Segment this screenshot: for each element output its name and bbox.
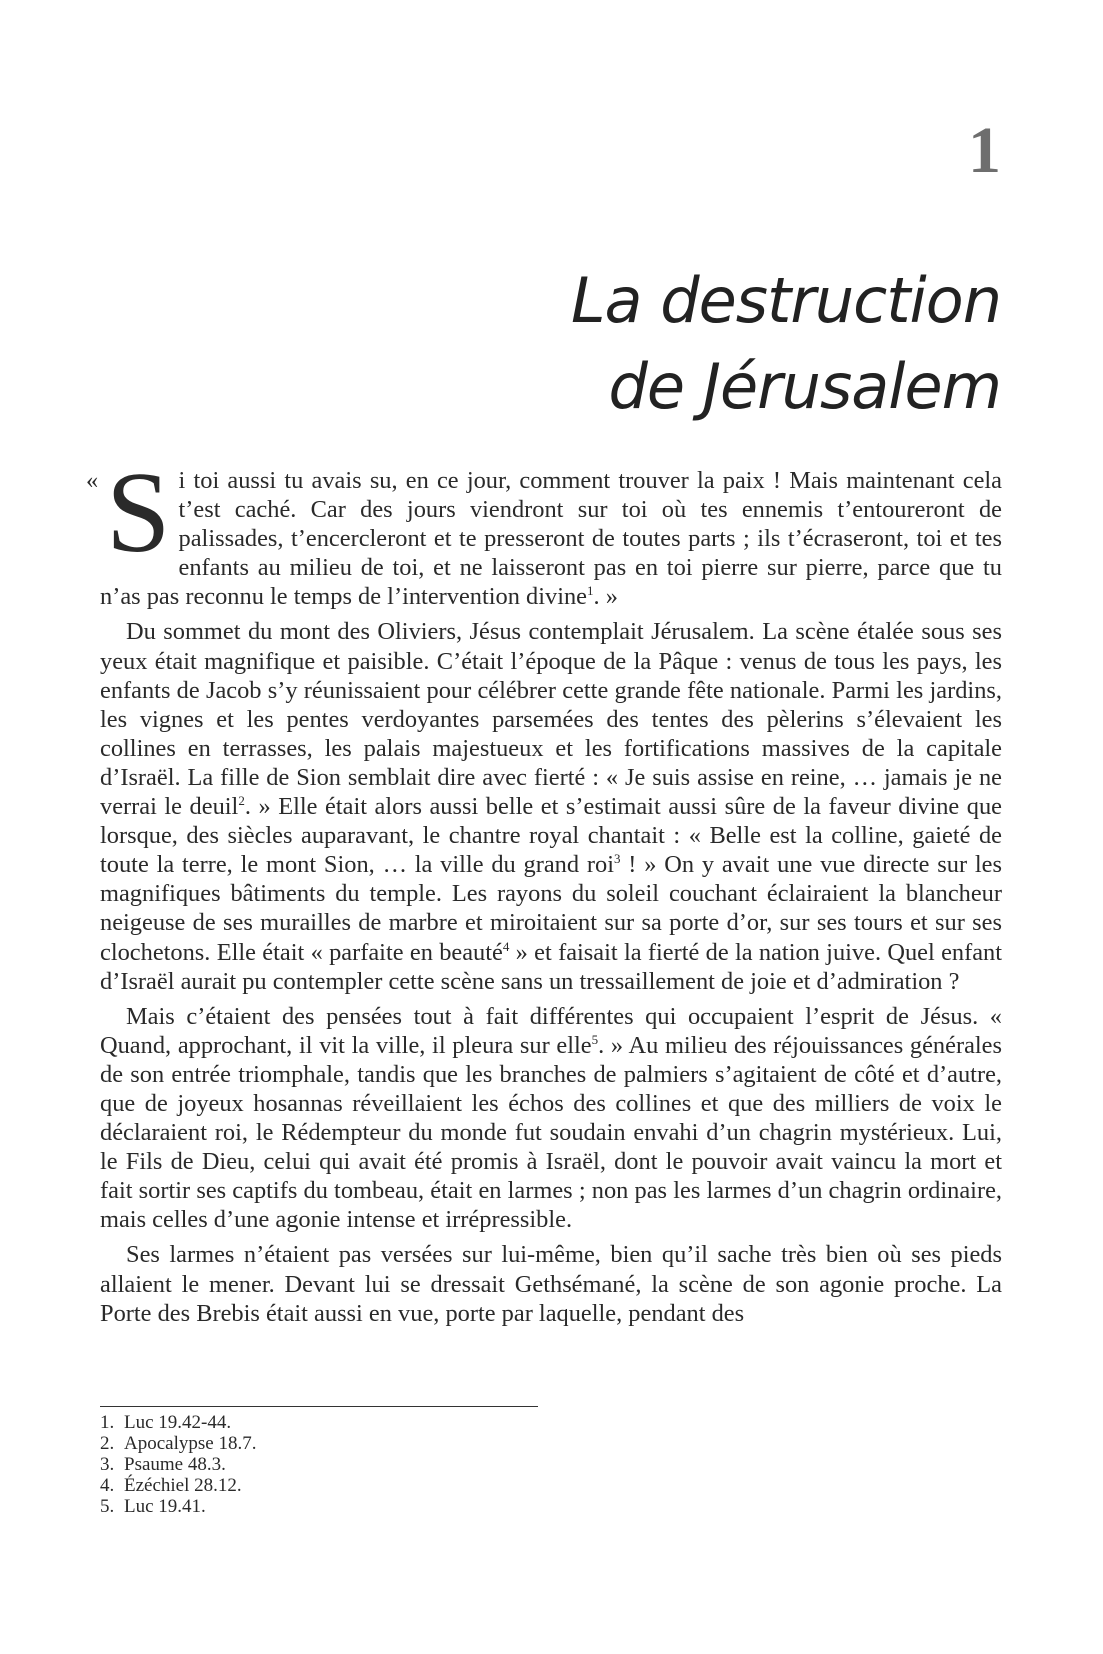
footnote-text: Luc 19.41.: [124, 1496, 206, 1517]
paragraph-1-text-b: . »: [593, 583, 618, 611]
paragraph-3-text-b: . » Au milieu des réjouissances générales de son entrée triomphale, tandis que les branches de palmiers s’agitaient de côté et d’autre, que de joyeux hosannas réveillaient les échos des collines et que des milliers de voix le déclaraient roi, le Rédempteur du monde fut soudain envahi d’un chagrin mystérieux. Lui, le Fils de Dieu, celui qui avait été promis à Israël, dont le pouvoir avait vaincu la mort et fait sortir ses captifs du tombeau, était en larmes ; non pas les larmes d’un chagrin ordinaire, mais celles d’une agonie intense et irrépressible.: [100, 1031, 1002, 1234]
footnote-ref-3: 3: [613, 851, 621, 867]
chapter-number: 1: [968, 114, 1001, 187]
paragraph-2-text-c: ! » On y avait une vue directe sur les magnifiques bâtiments du temple. Les rayons du soleil couchant éclairaient la blancheur neigeuse de ses murailles de marbre et miroitaient sur sa porte d’or, sur ses tours et sur ses clochetons. Elle était « parfaite en beauté: [100, 851, 1002, 966]
paragraph-3-text-a: Mais c’étaient des pensées tout à fait différentes qui occupaient l’esprit de Jésus. « Quand, approchant, il vit la ville, il pleura sur elle: [100, 1002, 1002, 1059]
footnote-item: [100, 1412, 256, 1433]
footnote-number: 5.: [100, 1496, 115, 1517]
chapter-title: [301, 258, 1001, 430]
opening-quote-mark: «: [86, 467, 99, 494]
footnote-number: 1.: [100, 1412, 115, 1433]
footnote-text: Ézéchiel 28.12.: [124, 1475, 242, 1496]
footnote-number: 3.: [100, 1454, 115, 1475]
paragraph-1-text-a: i toi aussi tu avais su, en ce jour, comment trouver la paix ! Mais maintenant cela t’est caché. Car des jours viendront sur toi où tes ennemis t’entoureront de palissades, t’encercleront et te presseront de toutes parts ; ils t’écraseront, toi et tes enfants au milieu de toi, et ne laisseront pas en toi pierre sur pierre, parce que tu n’as pas reconnu le temps de l’intervention divine: [100, 467, 1002, 611]
paragraph-3: [100, 1002, 1002, 1235]
body-text: [86, 449, 1003, 1328]
paragraph-2-text-b: . » Elle était alors aussi belle et s’estimait aussi sûre de la faveur divine que lorsque, des siècles auparavant, le chantre royal chantait : « Belle est la colline, gaieté de toute la terre, le mont Sion, … la ville du grand roi: [100, 793, 1002, 879]
footnote-text: Psaume 48.3.: [124, 1454, 226, 1475]
paragraph-1: [86, 449, 1002, 611]
footnote-divider: [100, 1406, 538, 1407]
footnote-item: [100, 1475, 256, 1496]
footnote-text: Apocalypse 18.7.: [124, 1433, 257, 1454]
footnote-number: 4.: [100, 1475, 115, 1496]
footnote-item: [100, 1454, 256, 1475]
footnote-item: [100, 1496, 256, 1517]
chapter-title-line-2: de Jérusalem: [608, 350, 1001, 423]
footnote-number: 2.: [100, 1433, 115, 1454]
paragraph-2-text-a: Du sommet du mont des Oliviers, Jésus contemplait Jérusalem. La scène étalée sous ses yeux était magnifique et paisible. C’était l’époque de la Pâque : venus de tous les pays, les enfants de Jacob s’y réunissaient pour célébrer cette grande fête nationale. Parmi les jardins, les vignes et les pentes verdoyantes parsemées des tentes des pèlerins s’élevaient les collines en terrasses, les palais majestueux et les fortifications massives de la capitale d’Israël. La fille de Sion semblait dire avec fierté : « Je suis assise en reine, … jamais je ne verrai le deuil: [100, 618, 1002, 821]
paragraph-4: Ses larmes n’étaient pas versées sur lui-même, bien qu’il sache très bien où ses pieds allaient le mener. Devant lui se dressait Gethsémané, la scène de son agonie proche. La Porte des Brebis était aussi en vue, porte par laquelle, pendant des: [100, 1241, 1002, 1327]
paragraph-2: [100, 617, 1002, 995]
paragraph-2-text-d: » et faisait la fierté de la nation juive. Quel enfant d’Israël aurait pu contempler cette scène sans un tressaillement de joie et d’admiration ?: [100, 938, 1003, 995]
footnote-text: Luc 19.42-44.: [124, 1412, 232, 1433]
footnote-ref-1: 1: [587, 583, 594, 599]
footnote-ref-5: 5: [591, 1031, 599, 1047]
footnote-item: [100, 1433, 256, 1454]
footnote-ref-2: 2: [238, 792, 245, 808]
drop-cap: S: [106, 449, 171, 577]
footnotes-list: [100, 1412, 256, 1517]
footnote-ref-4: 4: [502, 938, 510, 954]
chapter-title-line-1: La destruction: [571, 264, 1001, 337]
